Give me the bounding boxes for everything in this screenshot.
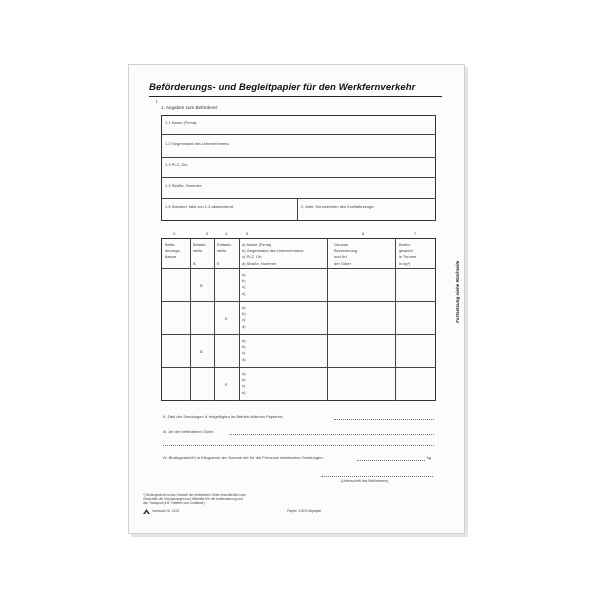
- section1-heading: 1. Angaben zum Beförderer:: [161, 105, 219, 110]
- column-divider: [190, 238, 191, 401]
- signature-caption: (Unterschrift des Beförderers): [341, 479, 389, 483]
- unit-kg: kg: [427, 455, 432, 460]
- row-letters: a) b) c) d): [242, 338, 246, 362]
- row-divider: [161, 198, 436, 199]
- col-number: 6: [362, 231, 365, 236]
- header-recipient: a) Name (Firma) b) Gegenstand des Unternehmens c) PLZ, Ort d) Straße, Nummer: [242, 242, 304, 266]
- field-name-label: 1.1 Name (Firma):: [165, 120, 198, 125]
- field-location-label: 1.5 Standort, falls von 1.3 abweichend:: [165, 204, 234, 209]
- field-street-label: 1.4 Straße, Nummer:: [165, 183, 203, 188]
- col-number: 3: [206, 231, 209, 236]
- column-divider: [239, 238, 240, 401]
- row-divider: [161, 177, 436, 178]
- header-loading-point: Belade- stelle B: [193, 242, 207, 266]
- header-date: Beför- derungs- datum: [165, 242, 181, 260]
- col-number: 5: [246, 231, 249, 236]
- row-letters: a) b) c) d): [242, 272, 246, 296]
- signature-line: [321, 476, 433, 477]
- shipments-count-line: [334, 419, 434, 420]
- column-divider: [395, 238, 396, 401]
- field-plate-label: 2. Amtl. Kennzeichen des Kraftfahrzeugs:: [301, 204, 375, 209]
- row-letters: a) b) c) d): [242, 305, 246, 329]
- continuation-note: Fortsetzung siehe Rückseite: [455, 260, 460, 323]
- column-divider: [297, 198, 298, 221]
- publisher-logo-icon: [143, 509, 150, 514]
- row-marker-unloading: E: [225, 382, 228, 387]
- goods-type-line-2: [163, 445, 434, 446]
- col-number: 2.: [173, 231, 177, 236]
- goods-type-label: III. Art der beförderten Güter:: [163, 429, 215, 434]
- header-unloading-point: Entlade- stelle E: [217, 242, 232, 266]
- row-divider: [161, 157, 436, 158]
- header-weight: Brutto- gewicht in Tonnen in kg*): [399, 242, 417, 266]
- footnote: *) Bruttogewicht ist das Gewicht der beförderten Güter einschließlich des Gewichtes der Verpackungen und Hilfsmittel für die Aufbewahrung und den Transport (z.B. Paletten und Container).: [143, 493, 246, 505]
- gross-weight-line: [357, 460, 425, 461]
- row-divider: [161, 334, 436, 335]
- shipments-count-label: II. Zahl der Sendungen lt. beigefügten im Betrieb üblichen Papieren:: [163, 414, 284, 419]
- header-divider: [161, 268, 436, 269]
- field-city-label: 1.3 PLZ, Ort:: [165, 162, 188, 167]
- goods-type-line: [229, 434, 434, 435]
- row-letters: a) b) c) d): [242, 371, 246, 395]
- header-goods: Genaue Bezeichnung und Art der Güter: [334, 242, 358, 266]
- gross-weight-label: IV. Bruttogewicht*) in Kilogramm der Summe der für die Fernzone bestimmten Sendungen:: [163, 455, 324, 460]
- row-marker-unloading: E: [225, 316, 228, 321]
- form-sheet: [128, 64, 465, 534]
- row-marker-loading: B: [200, 283, 203, 288]
- row-divider: [161, 134, 436, 135]
- field-business-label: 1.2 Gegenstand des Unternehmens:: [165, 141, 230, 146]
- col-number: 7: [414, 231, 417, 236]
- title-underline: [149, 96, 442, 97]
- row-divider: [161, 301, 436, 302]
- section-marker: I.: [156, 99, 159, 104]
- row-marker-loading: B: [200, 349, 203, 354]
- col-number: 4: [225, 231, 228, 236]
- row-divider: [161, 367, 436, 368]
- paper-note: Papier: 100% Altpapier: [287, 509, 322, 513]
- publisher-line: Vordruck Nr. 2124: [152, 509, 180, 513]
- column-divider: [327, 238, 328, 401]
- column-divider: [214, 238, 215, 401]
- form-title: Beförderungs- und Begleitpapier für den Werkfernverkehr: [149, 82, 416, 93]
